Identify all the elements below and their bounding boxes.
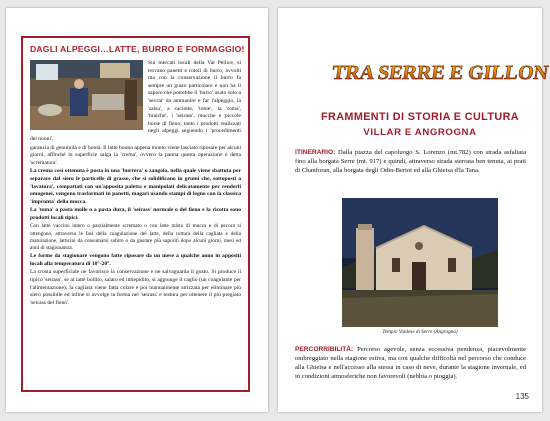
- section-subtitle: VILLAR E ANGROGNA: [363, 127, 477, 138]
- dairy-interior-photo: [30, 60, 143, 130]
- framed-article: [21, 36, 250, 392]
- route-text: Percorso agevole, senza eccessiva pendenza, piacevolmente ombreggiato nella stagione estiva, ma con qualche difficoltà nel percorso che conduce alla Ghieisa e nell'accesso alla stessa in caso di neve, durante la stagione invernale, ed in condizioni atmosferiche non favorevoli (nebbia o pioggia).: [295, 346, 526, 381]
- itinerary-label: ITINERARIO:: [295, 149, 336, 156]
- paragraph-7: La crosta superficiale ne favorisce la conservazione e ne salvaguarda il gusto. Si produce il tipico 'seirass', se al latte bollito, salato ed intiepidito, si aggiunge il caglio (un coagulante per l'alimentazione); la cagliata viene fatta colare e poi manualmente strizzata per eliminare più siero possibile ed infine si avvolge la forma nel 'seirass' e testura per ottenere il più pregiato 'seirass del fieno'.: [30, 269, 241, 306]
- temple-photo: [342, 198, 498, 327]
- page-number: 135: [515, 392, 529, 401]
- paragraph-4: La 'toma' a pasta molle o a pasta dura, il 'seirass' normale o del fieno e la ricotta sono prodotti locali tipici.: [30, 207, 241, 221]
- route-label: PERCORRIBILITÀ:: [295, 346, 354, 353]
- svg-text:TRA SERRE E GILLON: TRA SERRE E GILLON: [330, 62, 550, 84]
- article-title: DAGLI ALPEGGI…LATTE, BURRO E FORMAGGIO!: [30, 44, 245, 54]
- route-conditions: [295, 345, 526, 381]
- article-body: [30, 60, 241, 307]
- paragraph-3: La crema così ottenuta è posta in una 'burrera' o zangola, nella quale viene sbattuta per separare dal siero le particelle di grasso, che si solidificano in grumi che, sottoposti a 'lavatura', compattati con un'apposita paletta e manipolati delicatamente per renderli omogenei, vengono trasformati in panetti, magari usando stampi di legno con la classica 'impronta' della mucca.: [30, 168, 241, 205]
- series-logo: [330, 52, 550, 92]
- paragraph-2: garanzia di genuinità e di bontà. Il latte buono appena munto viene lasciato riposare per alcuni giorni, affinché in superficie salga la 'crema', ovvero la panna questa operazione è detta 'scrematura'.: [30, 144, 241, 166]
- left-page: [6, 8, 268, 412]
- photo-caption: Tempio Valdese di Serre (Angrogna): [382, 329, 458, 335]
- itinerary-text: Dalla piazza del capoluogo S. Lorenzo (mt.782) con strada asfaltata fino alla borgata Serre (mt. 917) e quindi, attraverso strada sterrata ben tenuta, ai prati di Chanforan, alla borgata degli Odin-Bertot ed alla Ghieisa d'la Tana.: [295, 149, 526, 175]
- paragraph-5: Con latte vaccino intero o parzialmente scremato o con latte misto di mucca e di pecora si ottengono, attraverso le fasi della coagulazione del latte, della rottura della cagliata e della maturazione, latticini da consumarsi subito o da gustare più saporiti dopo alcuni giorni, mesi ed anni di stagionatura.: [30, 223, 241, 252]
- itinerary: [295, 148, 526, 175]
- right-page: [278, 8, 550, 412]
- paragraph-6: Le forme da stagionare vengono fatte riposare da un mese a qualche anno in appositi locali alla temperatura di 10°-20°.: [30, 253, 241, 267]
- paragraph-1: Sui mercati locali della Val Pellice, si trovano panetti e rotoli di burro, avvolti ma con la conservazione il burro fa sempre un gusto particolare e non ha il sapore che potrebbe il 'burro' usato solo a 'sevrai' da ammanire e far l'alpeggio, la 'salsa', a caciotte, 'tome', la 'tomà', 'braiche', i 'seirass', mucche e piccole borse di fieno; tanto i prodotti realizzati negli alpeggi seguendo i 'procedimenti dei nonni',: [30, 60, 241, 142]
- section-title: FRAMMENTI DI STORIA E CULTURA: [321, 111, 519, 123]
